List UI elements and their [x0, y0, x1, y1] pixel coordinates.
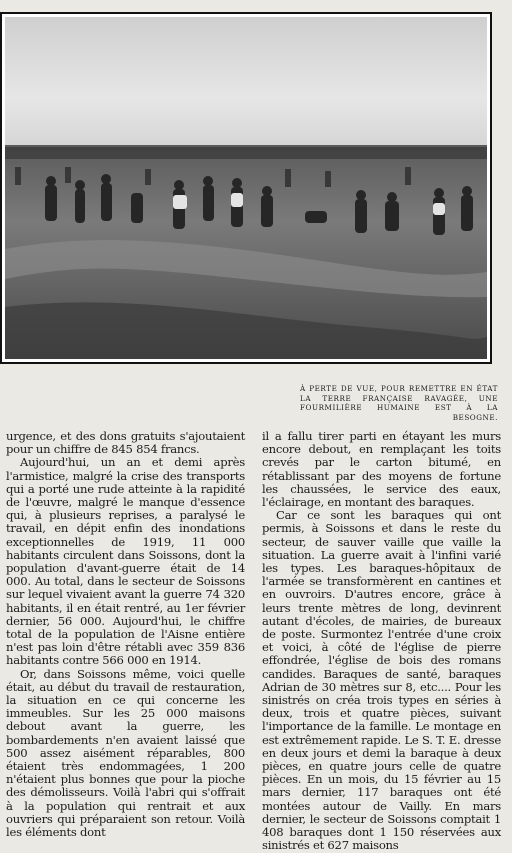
paragraph-barracks: Car ce sont les baraques qui ont permis, à Soissons et dans le reste du secteur, de sauver vaille que vaille la situation. La guerre avait à l'infini varié les types. Les baraques-hôpitaux de l'armée se transformèrent en cantines et en ouvroirs. D'autres encore, grâce à leurs trente mètres de long, devinrent autant d'écoles, de mairies, de bureaux de poste. Surmontez l'entrée d'une croix et voici, à côté de l'église de pierre effondrée, l'église de bois des romans candides. Baraques de santé, baraques Adrian de 30 mètres sur 8, etc.... Pour les sinistrés on créa trois types en séries à deux, trois et quatre pièces, suivant l'importance de la famille. Le montage en est extrêmement rapide. Le S. T. E. dresse en deux jours et demi la baraque à deux pièces, en quatre jours celle de quatre pièces. En un mois, du 15 février au 15 mars dernier, 117 baraques ont été montées autour de Vailly. En mars dernier, le secteur de Soissons comptait 1 408 baraques dont 1 150 réservées aux sinistrés et 627 maisons	[262, 508, 501, 853]
paragraph-continuation: urgence, et des dons gratuits s'ajoutaient pour un chiffre de 845 854 francs.	[6, 429, 245, 457]
photo-frame	[0, 12, 492, 364]
paragraph-repairs: il a fallu tirer parti en étayant les murs encore debout, en remplaçant les toits crevés par le carton bitumé, en rétablissant par des moyens de fortune les chaussées, le service des eaux, l'éclairage, en montant des baraques.	[262, 429, 501, 510]
paragraph-population: Aujourd'hui, un an et demi après l'armistice, malgré la crise des transports qui a porté une rude atteinte à la rapidité de l'œuvre, malgré le manque d'essence qui, à plusieurs reprises, a paralysé le travail, en dépit enfin des inondations exceptionnelles de 1919, 11 000 habitants circulent dans Soissons, dont la population d'avant-guerre était de 14 000. Au total, dans le secteur de Soissons sur lequel vivaient avant la guerre 74 320 habitants, il en était rentré, au 1er février dernier, 56 000. Aujourd'hui, le chiffre total de la population de l'Aisne entière n'est pas loin d'être rétabli avec 359 836 habitants contre 566 000 en 1914.	[6, 455, 245, 668]
right-text-column	[262, 430, 501, 853]
left-text-column	[6, 430, 245, 839]
field-workers-photo	[5, 17, 487, 359]
photo-caption: À PERTE DE VUE, POUR REMETTRE EN ÉTAT LA TERRE FRANÇAISE RAVAGÉE, UNE FOURMILIÈRE HUMAINE EST À LA BESOGNE.	[300, 384, 498, 422]
paragraph-buildings: Or, dans Soissons même, voici quelle était, au début du travail de restauration, la situation en ce qui concerne les immeubles. Sur les 25 000 maisons debout avant la guerre, les bombardements n'en avaient laissé que 500 assez aisément réparables, 800 étaient très endommagées, 1 200 n'étaient plus bonnes que pour la pioche des démolisseurs. Voilà l'abri qui s'offrait à la population qui rentrait et aux ouvriers qui préparaient son retour. Voilà les éléments dont	[6, 666, 245, 840]
